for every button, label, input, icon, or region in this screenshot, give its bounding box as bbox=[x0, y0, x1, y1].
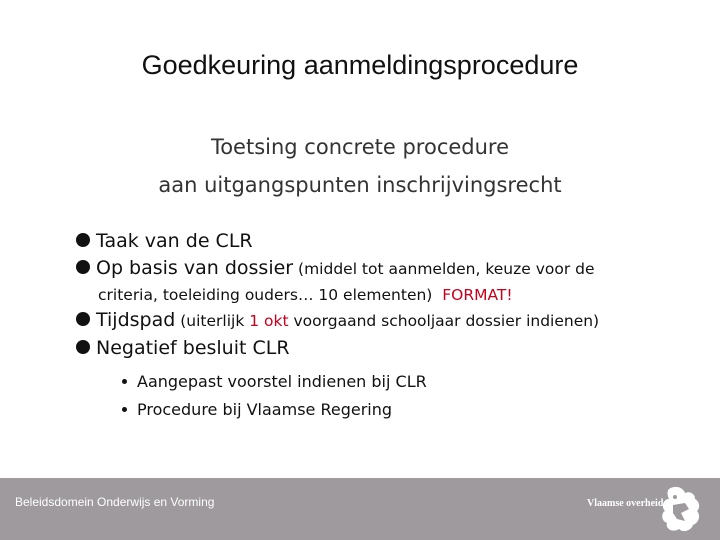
bullet-detail-b: voorgaand schooljaar dossier indienen) bbox=[288, 312, 600, 330]
lion-icon bbox=[655, 483, 711, 535]
subtitle-line-2: aan uitgangspunten inschrijvingsrecht bbox=[158, 173, 562, 197]
bullet-item bbox=[76, 255, 696, 283]
bullet-item bbox=[76, 307, 696, 335]
bullet-text: Taak van de CLR bbox=[96, 230, 253, 252]
subtitle-line-1: Toetsing concrete procedure bbox=[210, 135, 510, 159]
bullet-detail: (middel tot aanmelden, keuze voor de bbox=[293, 260, 595, 278]
date-highlight: 1 okt bbox=[249, 312, 289, 330]
bullet-continuation bbox=[76, 283, 696, 307]
slide-title: Goedkeuring aanmeldingsprocedure bbox=[141, 50, 579, 80]
sub-bullet-item bbox=[76, 396, 696, 424]
bullet-list bbox=[76, 228, 696, 424]
footer-government: Vlaamse overheid bbox=[587, 498, 664, 509]
bullet-detail-cont: criteria, toeleiding ouders… 10 elementen) bbox=[98, 286, 433, 304]
footer-department: Beleidsdomein Onderwijs en Vorming bbox=[15, 495, 215, 509]
sub-bullet-text: Procedure bij Vlaamse Regering bbox=[137, 400, 393, 419]
bullet-dot-icon bbox=[76, 260, 90, 274]
bullet-text: Negatief besluit CLR bbox=[96, 337, 290, 359]
sub-bullet-dot-icon bbox=[122, 407, 127, 412]
sub-bullet-text: Aangepast voorstel indienen bij CLR bbox=[137, 372, 427, 391]
bullet-text: Op basis van dossier bbox=[96, 257, 294, 279]
footer-bar bbox=[0, 478, 720, 540]
bullet-detail-a: (uiterlijk bbox=[175, 312, 250, 330]
bullet-dot-icon bbox=[76, 312, 90, 326]
bullet-dot-icon bbox=[76, 233, 90, 247]
bullet-item bbox=[76, 335, 696, 362]
bullet-dot-icon bbox=[76, 340, 90, 354]
format-highlight: FORMAT! bbox=[442, 286, 513, 304]
bullet-text: Tijdspad bbox=[96, 309, 176, 331]
bullet-item bbox=[76, 228, 696, 255]
sub-bullet-dot-icon bbox=[122, 379, 127, 384]
sub-bullet-item bbox=[76, 368, 696, 396]
